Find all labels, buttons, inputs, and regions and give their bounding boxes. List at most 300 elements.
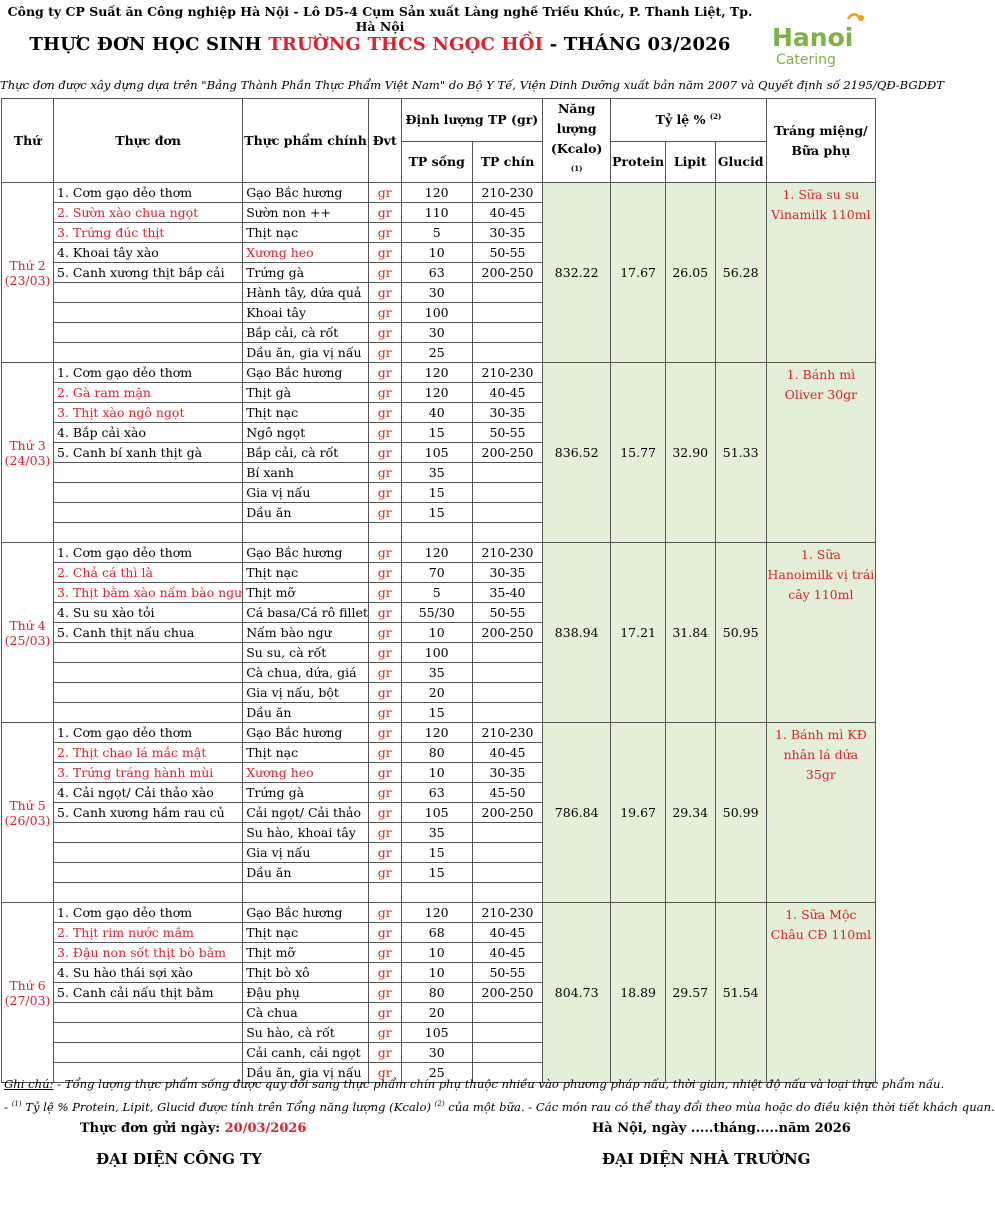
page-title bbox=[0, 34, 760, 55]
day-date: (27/03) bbox=[4, 992, 51, 1008]
day-name: Thứ 2 bbox=[9, 257, 46, 273]
company-info: Công ty CP Suất ăn Công nghiệp Hà Nội - Lô D5-4 Cụm Sản xuất Làng nghề Triều Khúc, P. Thanh Liệt, Tp. Hà Nội bbox=[7, 4, 753, 34]
cooked-qty-cell: 30-35 bbox=[472, 223, 542, 243]
raw-qty-cell: 15 bbox=[401, 843, 472, 863]
cooked-qty-cell: 200-250 bbox=[472, 623, 542, 643]
lipit-cell: 29.34 bbox=[665, 723, 715, 903]
raw-qty-cell: 63 bbox=[401, 263, 472, 283]
raw-qty-cell: 15 bbox=[401, 503, 472, 523]
unit-cell: gr bbox=[368, 443, 401, 463]
energy-cell: 832.22 bbox=[543, 183, 611, 363]
col-ratio bbox=[611, 99, 767, 142]
note-2-rest: của một bữa. - Các món rau có thể thay đổi theo mùa hoặc do điều kiện thời tiết khách quan. bbox=[444, 1099, 995, 1114]
raw-qty-cell: 120 bbox=[401, 543, 472, 563]
unit-cell: gr bbox=[368, 263, 401, 283]
energy-cell: 786.84 bbox=[543, 723, 611, 903]
food-cell: Su su, cà rốt bbox=[243, 643, 369, 663]
col-day: Thứ bbox=[2, 99, 54, 183]
dessert-cell: 1. Sữa Hanoimilk vị trái cây 110ml bbox=[766, 543, 875, 723]
food-cell: Su hào, khoai tây bbox=[243, 823, 369, 843]
cooked-qty-cell: 200-250 bbox=[472, 443, 542, 463]
unit-cell bbox=[368, 883, 401, 903]
day-name: Thứ 5 bbox=[9, 797, 46, 813]
day-name: Thứ 4 bbox=[9, 617, 46, 633]
note-1-text: - Tổng lượng thực phẩm sống được quy đổi sang thực phẩm chín phụ thuộc nhiều vào phương pháp nấu, thời gian, nhiệt độ nấu và loại thực phẩm nấu. bbox=[53, 1077, 945, 1091]
cooked-qty-cell: 210-230 bbox=[472, 903, 542, 923]
dish-cell bbox=[54, 343, 243, 363]
food-cell: Thịt bò xô bbox=[243, 963, 369, 983]
dish-cell: 5. Canh cải nấu thịt bằm bbox=[54, 983, 243, 1003]
dish-cell: 4. Cải ngọt/ Cải thảo xào bbox=[54, 783, 243, 803]
dish-cell bbox=[54, 883, 243, 903]
day-date: (25/03) bbox=[4, 632, 51, 648]
cooked-qty-cell: 40-45 bbox=[472, 743, 542, 763]
dessert-cell: 1. Sữa su su Vinamilk 110ml bbox=[766, 183, 875, 363]
title-prefix: THỰC ĐƠN HỌC SINH bbox=[29, 34, 269, 55]
dish-cell bbox=[54, 483, 243, 503]
menu-body bbox=[2, 183, 876, 1083]
food-cell: Gạo Bắc hương bbox=[243, 903, 369, 923]
unit-cell: gr bbox=[368, 1023, 401, 1043]
raw-qty-cell: 40 bbox=[401, 403, 472, 423]
dish-cell: 1. Cơm gạo dẻo thơm bbox=[54, 903, 243, 923]
unit-cell: gr bbox=[368, 363, 401, 383]
raw-qty-cell: 25 bbox=[401, 343, 472, 363]
dish-cell: 4. Su hào thái sợi xào bbox=[54, 963, 243, 983]
raw-qty-cell: 15 bbox=[401, 483, 472, 503]
cooked-qty-cell bbox=[472, 343, 542, 363]
day-cell bbox=[2, 723, 54, 903]
dish-cell bbox=[54, 703, 243, 723]
cooked-qty-cell bbox=[472, 703, 542, 723]
table-row bbox=[2, 363, 876, 383]
food-cell: Cá basa/Cá rô fillet bbox=[243, 603, 369, 623]
raw-qty-cell: 80 bbox=[401, 743, 472, 763]
logo-word: Hanoi bbox=[772, 23, 854, 52]
food-cell: Trứng gà bbox=[243, 783, 369, 803]
dish-cell: 5. Canh thịt nấu chua bbox=[54, 623, 243, 643]
raw-qty-cell: 80 bbox=[401, 983, 472, 1003]
protein-cell: 17.67 bbox=[611, 183, 666, 363]
dish-cell: 5. Canh bí xanh thịt gà bbox=[54, 443, 243, 463]
cooked-qty-cell bbox=[472, 303, 542, 323]
cooked-qty-cell: 30-35 bbox=[472, 563, 542, 583]
unit-cell: gr bbox=[368, 1063, 401, 1083]
food-cell: Dầu ăn bbox=[243, 863, 369, 883]
cooked-qty-cell: 50-55 bbox=[472, 423, 542, 443]
food-cell: Gia vị nấu bbox=[243, 843, 369, 863]
dessert-cell: 1. Bánh mì Oliver 30gr bbox=[766, 363, 875, 543]
protein-cell: 19.67 bbox=[611, 723, 666, 903]
cooked-qty-cell: 40-45 bbox=[472, 923, 542, 943]
cooked-qty-cell: 30-35 bbox=[472, 403, 542, 423]
dessert-cell: 1. Sữa Mộc Châu CĐ 110ml bbox=[766, 903, 875, 1083]
raw-qty-cell: 68 bbox=[401, 923, 472, 943]
food-cell: Su hào, cà rốt bbox=[243, 1023, 369, 1043]
col-food: Thực phẩm chính bbox=[243, 99, 369, 183]
cooked-qty-cell: 50-55 bbox=[472, 963, 542, 983]
dish-cell bbox=[54, 663, 243, 683]
dish-cell: 1. Cơm gạo dẻo thơm bbox=[54, 723, 243, 743]
protein-cell: 17.21 bbox=[611, 543, 666, 723]
note-2-sup2: (2) bbox=[434, 1100, 445, 1108]
food-cell: Dầu ăn, gia vị nấu bbox=[243, 1063, 369, 1083]
unit-cell: gr bbox=[368, 743, 401, 763]
raw-qty-cell: 30 bbox=[401, 323, 472, 343]
raw-qty-cell: 10 bbox=[401, 623, 472, 643]
cooked-qty-cell: 30-35 bbox=[472, 763, 542, 783]
dish-cell bbox=[54, 683, 243, 703]
food-cell: Dầu ăn bbox=[243, 703, 369, 723]
energy-cell: 804.73 bbox=[543, 903, 611, 1083]
school-representative: ĐẠI DIỆN NHÀ TRƯỜNG bbox=[602, 1150, 811, 1168]
unit-cell: gr bbox=[368, 863, 401, 883]
unit-cell: gr bbox=[368, 763, 401, 783]
raw-qty-cell: 100 bbox=[401, 643, 472, 663]
cooked-qty-cell bbox=[472, 883, 542, 903]
raw-qty-cell: 70 bbox=[401, 563, 472, 583]
col-dessert: Tráng miệng/ Bữa phụ bbox=[766, 99, 875, 183]
food-cell: Thịt nạc bbox=[243, 563, 369, 583]
cooked-qty-cell: 210-230 bbox=[472, 363, 542, 383]
protein-cell: 18.89 bbox=[611, 903, 666, 1083]
place-date: Hà Nội, ngày .....tháng.....năm 2026 bbox=[592, 1121, 851, 1136]
dish-cell: 3. Thịt bằm xào nấm bào ngư bbox=[54, 583, 243, 603]
unit-cell: gr bbox=[368, 823, 401, 843]
raw-qty-cell: 120 bbox=[401, 903, 472, 923]
food-cell bbox=[243, 883, 369, 903]
table-row bbox=[2, 183, 876, 203]
food-cell: Cà chua, dứa, giá bbox=[243, 663, 369, 683]
raw-qty-cell: 120 bbox=[401, 723, 472, 743]
dish-cell bbox=[54, 503, 243, 523]
col-ratio-label: Tỷ lệ % bbox=[655, 112, 706, 128]
col-quantity: Định lượng TP (gr) bbox=[401, 99, 543, 142]
cooked-qty-cell bbox=[472, 663, 542, 683]
food-cell: Gạo Bắc hương bbox=[243, 183, 369, 203]
dish-cell: 1. Cơm gạo dẻo thơm bbox=[54, 543, 243, 563]
lipit-cell: 26.05 bbox=[665, 183, 715, 363]
cooked-qty-cell: 200-250 bbox=[472, 263, 542, 283]
dish-cell bbox=[54, 463, 243, 483]
unit-cell: gr bbox=[368, 623, 401, 643]
unit-cell: gr bbox=[368, 843, 401, 863]
dish-cell: 2. Thịt chao lá mắc mật bbox=[54, 743, 243, 763]
lipit-cell: 32.90 bbox=[665, 363, 715, 543]
unit-cell: gr bbox=[368, 683, 401, 703]
dish-cell bbox=[54, 1023, 243, 1043]
dish-cell bbox=[54, 1003, 243, 1023]
unit-cell: gr bbox=[368, 423, 401, 443]
dish-cell: 2. Thịt rim nước mắm bbox=[54, 923, 243, 943]
unit-cell bbox=[368, 523, 401, 543]
table-row bbox=[2, 903, 876, 923]
food-cell: Gạo Bắc hương bbox=[243, 363, 369, 383]
dish-cell: 1. Cơm gạo dẻo thơm bbox=[54, 183, 243, 203]
dish-cell: 1. Cơm gạo dẻo thơm bbox=[54, 363, 243, 383]
raw-qty-cell: 15 bbox=[401, 703, 472, 723]
cooked-qty-cell: 200-250 bbox=[472, 983, 542, 1003]
cooked-qty-cell bbox=[472, 863, 542, 883]
dish-cell: 3. Đậu non sốt thịt bò bằm bbox=[54, 943, 243, 963]
unit-cell: gr bbox=[368, 603, 401, 623]
footnote-1 bbox=[0, 1074, 945, 1094]
raw-qty-cell: 25 bbox=[401, 1063, 472, 1083]
day-cell bbox=[2, 543, 54, 723]
footnote-2 bbox=[0, 1094, 995, 1114]
cooked-qty-cell bbox=[472, 503, 542, 523]
unit-cell: gr bbox=[368, 403, 401, 423]
raw-qty-cell: 105 bbox=[401, 803, 472, 823]
cooked-qty-cell: 50-55 bbox=[472, 603, 542, 623]
unit-cell: gr bbox=[368, 463, 401, 483]
food-cell: Gia vị nấu, bột bbox=[243, 683, 369, 703]
raw-qty-cell: 110 bbox=[401, 203, 472, 223]
food-cell: Cải canh, cải ngọt bbox=[243, 1043, 369, 1063]
cooked-qty-cell: 210-230 bbox=[472, 543, 542, 563]
energy-cell: 836.52 bbox=[543, 363, 611, 543]
col-ratio-sup: (2) bbox=[709, 112, 722, 122]
day-cell bbox=[2, 903, 54, 1083]
food-cell: Sườn non ++ bbox=[243, 203, 369, 223]
raw-qty-cell: 10 bbox=[401, 943, 472, 963]
raw-qty-cell: 15 bbox=[401, 863, 472, 883]
food-cell: Gạo Bắc hương bbox=[243, 723, 369, 743]
energy-cell: 838.94 bbox=[543, 543, 611, 723]
cooked-qty-cell: 210-230 bbox=[472, 723, 542, 743]
food-cell: Gia vị nấu bbox=[243, 483, 369, 503]
col-energy-sup: (1) bbox=[570, 164, 583, 173]
col-raw: TP sống bbox=[401, 141, 472, 182]
unit-cell: gr bbox=[368, 223, 401, 243]
unit-cell: gr bbox=[368, 983, 401, 1003]
unit-cell: gr bbox=[368, 583, 401, 603]
raw-qty-cell: 30 bbox=[401, 283, 472, 303]
dessert-cell: 1. Bánh mì KĐ nhân lá dứa 35gr bbox=[766, 723, 875, 903]
glucid-cell: 51.33 bbox=[715, 363, 766, 543]
col-cooked: TP chín bbox=[472, 141, 542, 182]
table-row bbox=[2, 543, 876, 563]
cooked-qty-cell bbox=[472, 523, 542, 543]
food-cell: Xương heo bbox=[243, 243, 369, 263]
unit-cell: gr bbox=[368, 203, 401, 223]
raw-qty-cell bbox=[401, 523, 472, 543]
raw-qty-cell: 120 bbox=[401, 383, 472, 403]
col-protein: Protein bbox=[611, 141, 666, 182]
raw-qty-cell: 105 bbox=[401, 1023, 472, 1043]
raw-qty-cell: 10 bbox=[401, 963, 472, 983]
col-energy bbox=[543, 99, 611, 183]
cooked-qty-cell bbox=[472, 283, 542, 303]
dish-cell: 3. Thịt xào ngô ngọt bbox=[54, 403, 243, 423]
unit-cell: gr bbox=[368, 483, 401, 503]
raw-qty-cell: 5 bbox=[401, 223, 472, 243]
sent-date-value: 20/03/2026 bbox=[224, 1121, 307, 1136]
cooked-qty-cell: 35-40 bbox=[472, 583, 542, 603]
food-cell: Thịt mỡ bbox=[243, 943, 369, 963]
raw-qty-cell: 55/30 bbox=[401, 603, 472, 623]
glucid-cell: 51.54 bbox=[715, 903, 766, 1083]
dish-cell bbox=[54, 863, 243, 883]
cooked-qty-cell: 40-45 bbox=[472, 383, 542, 403]
raw-qty-cell bbox=[401, 883, 472, 903]
unit-cell: gr bbox=[368, 343, 401, 363]
day-date: (26/03) bbox=[4, 812, 51, 828]
col-glucid: Glucid bbox=[715, 141, 766, 182]
dish-cell: 2. Sườn xào chua ngọt bbox=[54, 203, 243, 223]
dish-cell: 3. Trứng đúc thịt bbox=[54, 223, 243, 243]
food-cell: Thịt nạc bbox=[243, 743, 369, 763]
cooked-qty-cell bbox=[472, 463, 542, 483]
food-cell: Gạo Bắc hương bbox=[243, 543, 369, 563]
cooked-qty-cell: 40-45 bbox=[472, 943, 542, 963]
note-2-sup1: (1) bbox=[11, 1100, 22, 1108]
cooked-qty-cell: 45-50 bbox=[472, 783, 542, 803]
unit-cell: gr bbox=[368, 723, 401, 743]
glucid-cell: 50.95 bbox=[715, 543, 766, 723]
day-cell bbox=[2, 183, 54, 363]
cooked-qty-cell bbox=[472, 323, 542, 343]
food-cell: Đậu phụ bbox=[243, 983, 369, 1003]
unit-cell: gr bbox=[368, 543, 401, 563]
unit-cell: gr bbox=[368, 323, 401, 343]
dish-cell: 2. Gà ram mặn bbox=[54, 383, 243, 403]
raw-qty-cell: 105 bbox=[401, 443, 472, 463]
cooked-qty-cell: 50-55 bbox=[472, 243, 542, 263]
food-cell: Nấm bào ngư bbox=[243, 623, 369, 643]
food-cell: Khoai tây bbox=[243, 303, 369, 323]
unit-cell: gr bbox=[368, 1043, 401, 1063]
unit-cell: gr bbox=[368, 703, 401, 723]
cooked-qty-cell bbox=[472, 1003, 542, 1023]
cooked-qty-cell: 200-250 bbox=[472, 803, 542, 823]
dish-cell: 2. Chả cá thì là bbox=[54, 563, 243, 583]
protein-cell: 15.77 bbox=[611, 363, 666, 543]
dish-cell: 5. Canh xương hầm rau củ bbox=[54, 803, 243, 823]
food-cell: Thịt nạc bbox=[243, 403, 369, 423]
raw-qty-cell: 15 bbox=[401, 423, 472, 443]
day-name: Thứ 3 bbox=[9, 437, 46, 453]
dish-cell bbox=[54, 843, 243, 863]
cooked-qty-cell: 40-45 bbox=[472, 203, 542, 223]
sent-date bbox=[80, 1121, 306, 1136]
food-cell: Cà chua bbox=[243, 1003, 369, 1023]
glucid-cell: 56.28 bbox=[715, 183, 766, 363]
raw-qty-cell: 120 bbox=[401, 363, 472, 383]
logo-sub: Catering bbox=[776, 52, 836, 68]
note-2-prefix: - bbox=[4, 1099, 12, 1114]
food-cell: Hành tây, dứa quả bbox=[243, 283, 369, 303]
raw-qty-cell: 5 bbox=[401, 583, 472, 603]
title-suffix: - THÁNG 03/2026 bbox=[543, 34, 731, 55]
glucid-cell: 50.99 bbox=[715, 723, 766, 903]
food-cell: Dầu ăn bbox=[243, 503, 369, 523]
dish-cell: 4. Bắp cải xào bbox=[54, 423, 243, 443]
unit-cell: gr bbox=[368, 183, 401, 203]
dish-cell: 4. Khoai tây xào bbox=[54, 243, 243, 263]
hanoi-catering-logo bbox=[764, 10, 876, 70]
dish-cell bbox=[54, 523, 243, 543]
dish-cell bbox=[54, 323, 243, 343]
raw-qty-cell: 10 bbox=[401, 243, 472, 263]
title-school: TRƯỜNG THCS NGỌC HỒI bbox=[268, 34, 544, 55]
food-cell: Cải ngọt/ Cải thảo bbox=[243, 803, 369, 823]
food-cell: Bắp cải, cà rốt bbox=[243, 443, 369, 463]
col-energy-label: Năng lượng (Kcalo) bbox=[550, 101, 603, 156]
table-row bbox=[2, 723, 876, 743]
unit-cell: gr bbox=[368, 643, 401, 663]
dish-cell: 3. Trứng tráng hành mùi bbox=[54, 763, 243, 783]
raw-qty-cell: 20 bbox=[401, 683, 472, 703]
food-cell: Xương heo bbox=[243, 763, 369, 783]
raw-qty-cell: 20 bbox=[401, 1003, 472, 1023]
note-2-text: Tỷ lệ % Protein, Lipit, Glucid được tính trên Tổng năng lượng (Kcalo) bbox=[21, 1099, 435, 1114]
raw-qty-cell: 35 bbox=[401, 663, 472, 683]
dish-cell bbox=[54, 1043, 243, 1063]
menu-table bbox=[1, 98, 876, 1083]
day-name: Thứ 6 bbox=[9, 977, 46, 993]
raw-qty-cell: 10 bbox=[401, 763, 472, 783]
note-label: Ghi chú: bbox=[4, 1077, 54, 1091]
lipit-cell: 29.57 bbox=[665, 903, 715, 1083]
unit-cell: gr bbox=[368, 903, 401, 923]
food-cell: Thịt nạc bbox=[243, 923, 369, 943]
food-cell: Trứng gà bbox=[243, 263, 369, 283]
day-date: (23/03) bbox=[4, 272, 51, 288]
food-cell: Thịt mỡ bbox=[243, 583, 369, 603]
raw-qty-cell: 63 bbox=[401, 783, 472, 803]
cooked-qty-cell bbox=[472, 483, 542, 503]
dish-cell: 5. Canh xương thịt bắp cải bbox=[54, 263, 243, 283]
lipit-cell: 31.84 bbox=[665, 543, 715, 723]
col-unit: Đvt bbox=[368, 99, 401, 183]
sent-label: Thực đơn gửi ngày: bbox=[80, 1121, 225, 1136]
unit-cell: gr bbox=[368, 663, 401, 683]
raw-qty-cell: 120 bbox=[401, 183, 472, 203]
food-cell bbox=[243, 523, 369, 543]
col-menu: Thực đơn bbox=[54, 99, 243, 183]
raw-qty-cell: 35 bbox=[401, 823, 472, 843]
unit-cell: gr bbox=[368, 243, 401, 263]
unit-cell: gr bbox=[368, 803, 401, 823]
food-cell: Bí xanh bbox=[243, 463, 369, 483]
unit-cell: gr bbox=[368, 963, 401, 983]
unit-cell: gr bbox=[368, 283, 401, 303]
food-cell: Dầu ăn, gia vị nấu bbox=[243, 343, 369, 363]
food-cell: Bắp cải, cà rốt bbox=[243, 323, 369, 343]
dish-cell bbox=[54, 283, 243, 303]
raw-qty-cell: 100 bbox=[401, 303, 472, 323]
cooked-qty-cell bbox=[472, 643, 542, 663]
footnotes bbox=[0, 1074, 995, 1114]
food-cell: Thịt nạc bbox=[243, 223, 369, 243]
cooked-qty-cell bbox=[472, 823, 542, 843]
day-date: (24/03) bbox=[4, 452, 51, 468]
dish-cell bbox=[54, 823, 243, 843]
col-lipit: Lipit bbox=[665, 141, 715, 182]
source-note: Thực đơn được xây dựng dựa trên "Bảng Thành Phần Thực Phẩm Việt Nam" do Bộ Y Tế, Viện Dinh Dưỡng xuất bản năm 2007 và Quyết định số 2195/QĐ-BGDĐT bbox=[0, 78, 944, 92]
food-cell: Thịt gà bbox=[243, 383, 369, 403]
unit-cell: gr bbox=[368, 383, 401, 403]
dish-cell: 4. Su su xào tỏi bbox=[54, 603, 243, 623]
cooked-qty-cell: 210-230 bbox=[472, 183, 542, 203]
cooked-qty-cell bbox=[472, 843, 542, 863]
cooked-qty-cell bbox=[472, 683, 542, 703]
raw-qty-cell: 30 bbox=[401, 1043, 472, 1063]
raw-qty-cell: 35 bbox=[401, 463, 472, 483]
unit-cell: gr bbox=[368, 303, 401, 323]
food-cell: Ngô ngọt bbox=[243, 423, 369, 443]
